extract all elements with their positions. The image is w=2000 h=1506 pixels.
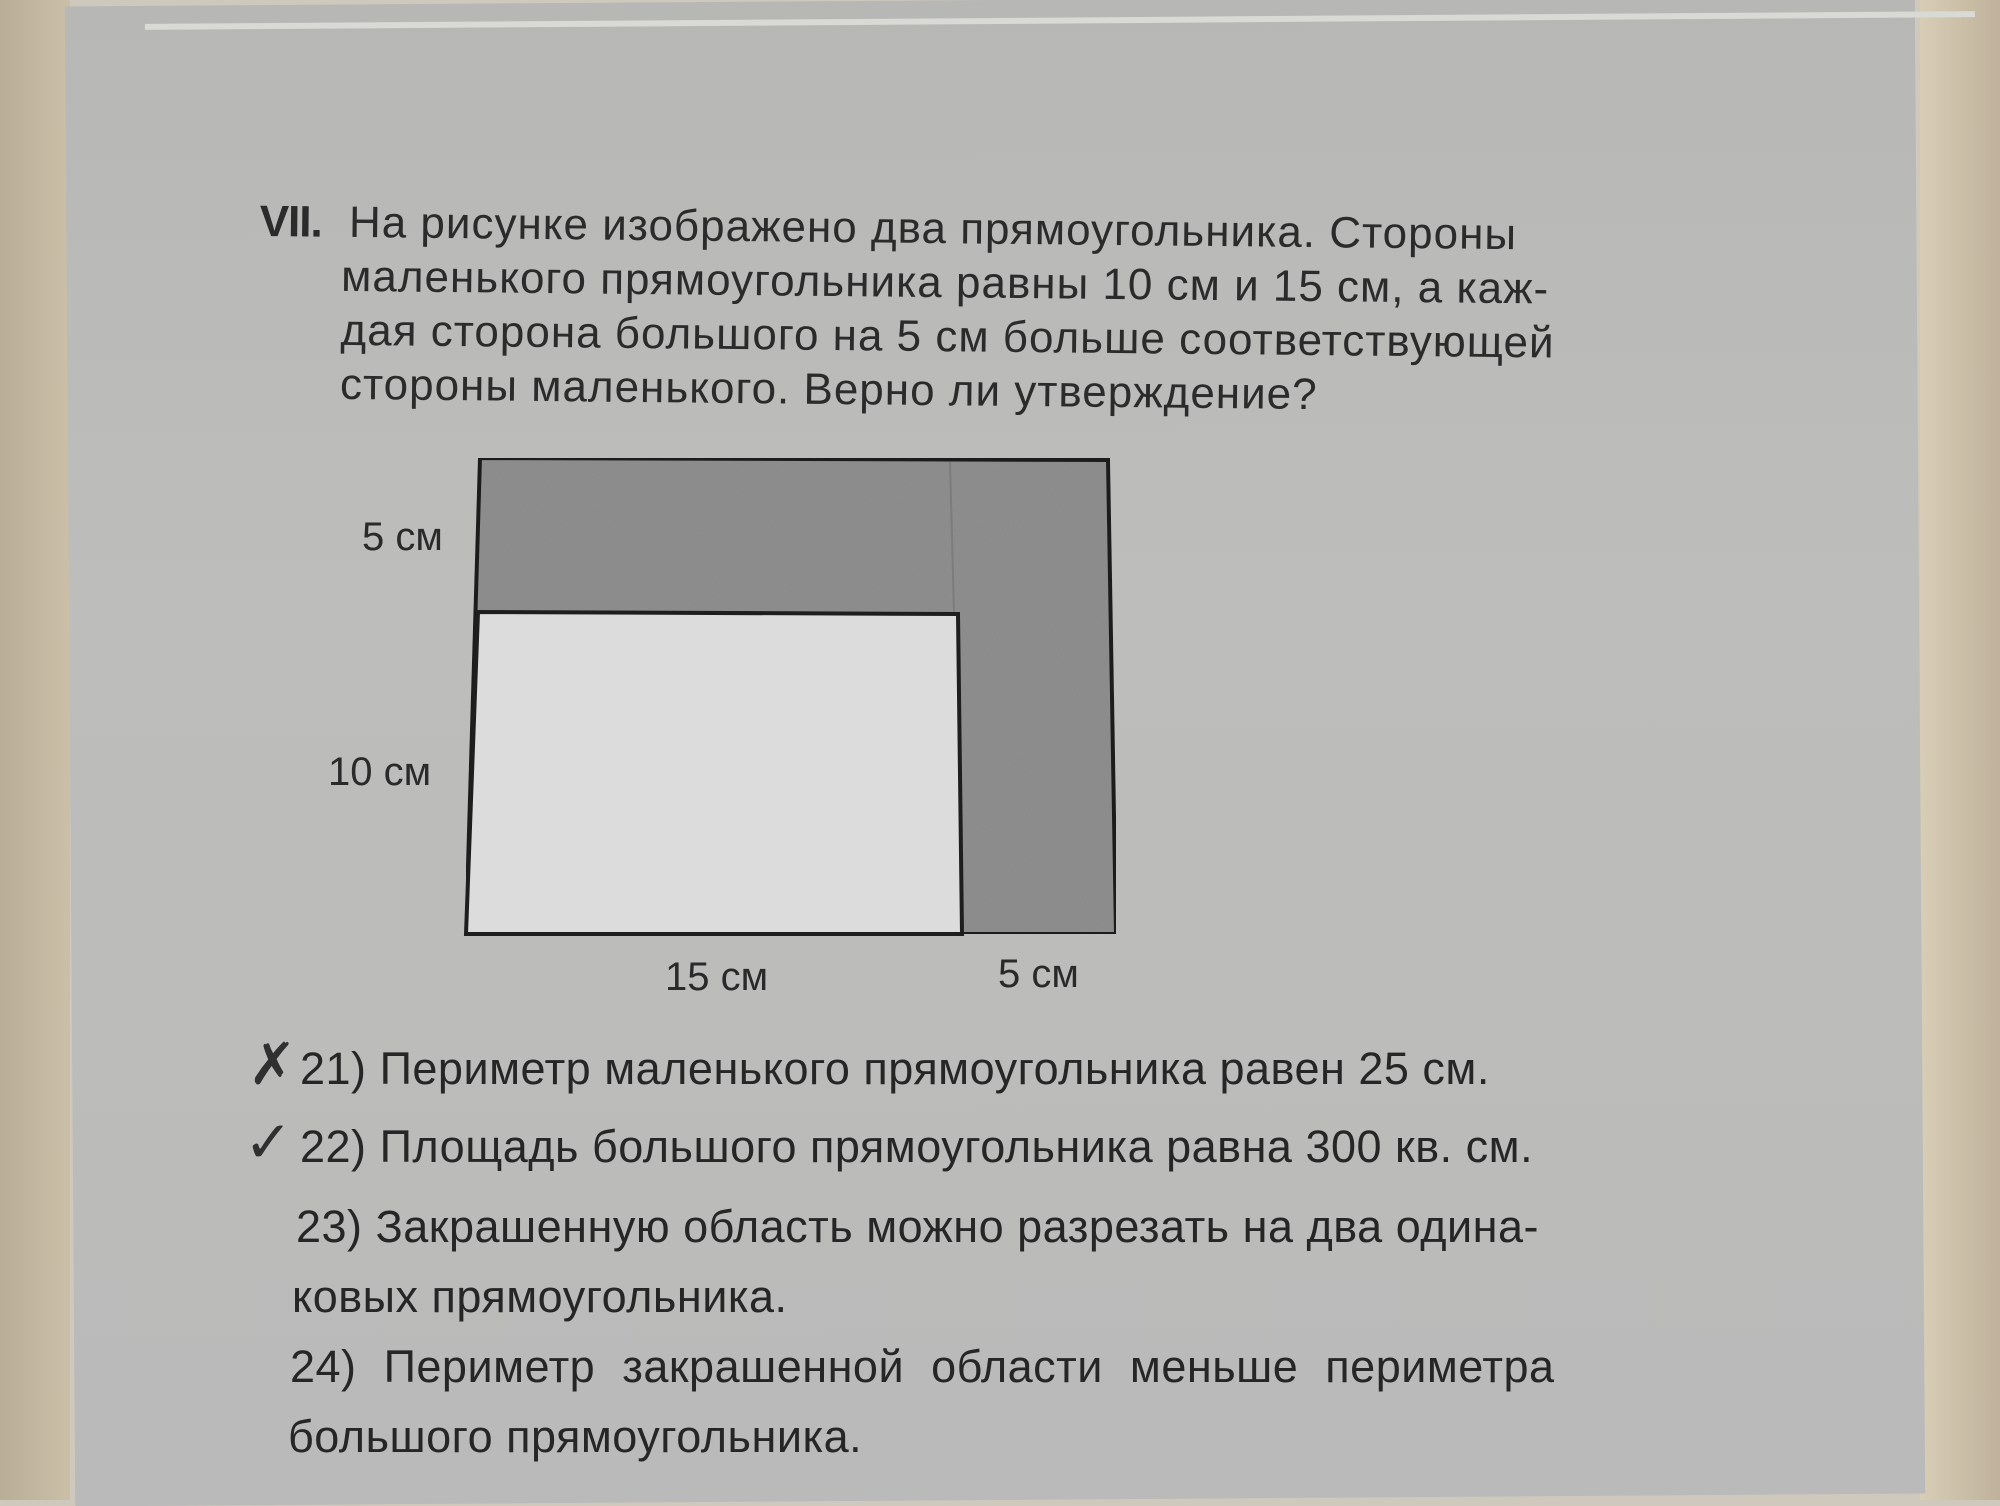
cross-mark-icon: ✗ xyxy=(248,1032,297,1097)
statement-21 xyxy=(300,1030,1490,1108)
statement-24-number: 24) xyxy=(290,1341,357,1392)
statement-24 xyxy=(290,1328,1555,1406)
small-rectangle xyxy=(466,612,962,934)
sheet-top-edge xyxy=(145,11,1975,30)
problem-line-2: маленького прямоугольника равны 10 см и 15 см, а каж- xyxy=(340,251,1550,314)
statement-21-text: Периметр маленького прямоугольника равен 25 см. xyxy=(379,1043,1490,1094)
problem-line-3: дая сторона большого на 5 см больше соответствующей xyxy=(340,305,1555,368)
label-bottom-left: 15 см xyxy=(665,955,769,999)
problem-line-1-text: На рисунке изображено два прямоугольника. Стороны xyxy=(348,197,1518,260)
statement-23 xyxy=(296,1188,1539,1266)
statement-23-text: Закрашенную область можно разрезать на два одина- xyxy=(375,1201,1539,1252)
problem-line-4: стороны маленького. Верно ли утверждение? xyxy=(339,359,1318,420)
statement-22-text: Площадь большого прямоугольника равна 300 кв. см. xyxy=(379,1121,1534,1172)
desk-right-edge xyxy=(1920,0,2000,1500)
check-mark-icon: ✓ xyxy=(244,1110,293,1175)
statement-23-number: 23) xyxy=(296,1201,363,1252)
statement-22-number: 22) xyxy=(300,1121,367,1172)
statement-23-continued: ковых прямоугольника. xyxy=(292,1271,788,1322)
problem-text xyxy=(258,195,1700,426)
rectangles-figure xyxy=(300,440,1180,1020)
statement-24-continued: большого прямоугольника. xyxy=(288,1411,863,1462)
desk-left-edge xyxy=(0,0,70,1500)
label-top-left: 5 см xyxy=(362,515,443,559)
label-left: 10 см xyxy=(328,750,432,794)
statement-22 xyxy=(300,1108,1533,1186)
problem-number: VII. xyxy=(259,196,323,247)
label-bottom-right: 5 см xyxy=(998,952,1079,996)
statement-24-text: Периметр закрашенной области меньше периметра xyxy=(383,1341,1555,1392)
statement-21-number: 21) xyxy=(300,1043,367,1094)
